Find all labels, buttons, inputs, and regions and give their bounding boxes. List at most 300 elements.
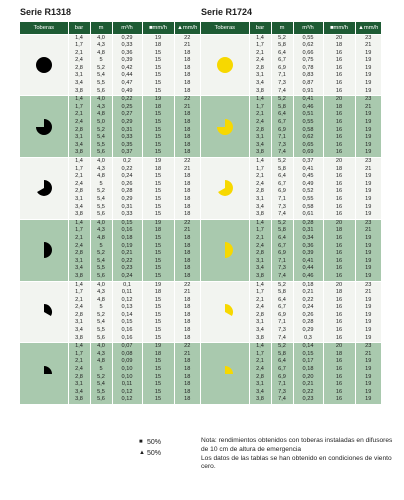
cell-bar: 2,4 (68, 119, 90, 127)
table-row (201, 158, 381, 166)
cell-m: 7,3 (271, 204, 293, 212)
cell-bar: 2,8 (68, 374, 90, 382)
cell-flow: 0,33 (112, 211, 142, 219)
cell-bar: 2,1 (68, 173, 90, 181)
cell-flow: 0,15 (293, 351, 323, 359)
header-triangle-rate: ▲mm/h (355, 22, 381, 34)
nozzle-group (201, 281, 381, 343)
cell-m: 4,8 (90, 358, 112, 366)
cell-triangle-rate: 19 (355, 188, 381, 196)
cell-flow: 0,52 (293, 188, 323, 196)
cell-square-rate: 15 (142, 111, 174, 119)
series-title: Serie R1724 (201, 7, 253, 17)
three-quarter-nozzle-icon (201, 96, 249, 158)
cell-bar: 2,4 (68, 57, 90, 65)
cell-m: 5,2 (90, 127, 112, 135)
cell-m: 7,1 (271, 381, 293, 389)
nozzle-group (20, 96, 200, 158)
cell-m: 5,6 (90, 335, 112, 343)
cell-m: 5,8 (271, 42, 293, 50)
cell-triangle-rate: 23 (355, 96, 381, 104)
cell-flow: 0,55 (293, 119, 323, 127)
cell-triangle-rate: 21 (355, 289, 381, 297)
cell-flow: 0,29 (293, 327, 323, 335)
cell-m: 5,4 (90, 258, 112, 266)
cell-bar: 3,8 (249, 211, 271, 219)
cell-bar: 3,1 (249, 72, 271, 80)
cell-triangle-rate: 19 (355, 65, 381, 73)
cell-bar: 1,4 (68, 96, 90, 104)
cell-triangle-rate: 21 (174, 289, 200, 297)
cell-flow: 0,18 (293, 281, 323, 289)
cell-triangle-rate: 21 (174, 42, 200, 50)
table-row (20, 281, 200, 289)
cell-bar: 1,4 (249, 158, 271, 166)
cell-square-rate: 16 (323, 273, 355, 281)
cell-bar: 3,8 (68, 396, 90, 404)
notes (201, 437, 397, 472)
cell-flow: 0,31 (293, 227, 323, 235)
third-circle-nozzle-icon (20, 281, 68, 343)
cell-bar: 3,4 (68, 265, 90, 273)
cell-m: 7,4 (271, 149, 293, 157)
cell-bar: 1,7 (68, 42, 90, 50)
cell-bar: 1,7 (68, 104, 90, 112)
cell-bar: 1,7 (249, 42, 271, 50)
cell-triangle-rate: 19 (355, 127, 381, 135)
cell-square-rate: 16 (323, 297, 355, 305)
cell-bar: 2,8 (68, 188, 90, 196)
nozzle-group (20, 34, 200, 96)
cell-m: 5,8 (271, 351, 293, 359)
cell-bar: 3,1 (68, 258, 90, 266)
cell-m: 4,0 (90, 343, 112, 351)
cell-m: 5,0 (90, 119, 112, 127)
cell-flow: 0,24 (112, 273, 142, 281)
cell-square-rate: 20 (323, 281, 355, 289)
cell-square-rate: 18 (323, 166, 355, 174)
cell-square-rate: 15 (142, 173, 174, 181)
cell-triangle-rate: 18 (174, 134, 200, 142)
note-wind: Los datos de las tablas se han obtenido en condiciones de viento cero. (201, 454, 392, 471)
table-row (20, 96, 200, 104)
cell-m: 6,7 (271, 119, 293, 127)
cell-flow: 0,58 (293, 204, 323, 212)
cell-bar: 1,7 (68, 166, 90, 174)
cell-triangle-rate: 19 (355, 319, 381, 327)
cell-square-rate: 15 (142, 319, 174, 327)
cell-square-rate: 15 (142, 389, 174, 397)
cell-bar: 2,1 (249, 173, 271, 181)
cell-triangle-rate: 18 (174, 312, 200, 320)
cell-square-rate: 15 (142, 366, 174, 374)
cell-square-rate: 16 (323, 127, 355, 135)
cell-square-rate: 15 (142, 181, 174, 189)
cell-square-rate: 15 (142, 335, 174, 343)
cell-flow: 0,44 (112, 72, 142, 80)
cell-flow: 0,37 (112, 149, 142, 157)
cell-m: 5,5 (90, 389, 112, 397)
cell-square-rate: 15 (142, 374, 174, 382)
cell-bar: 3,8 (249, 273, 271, 281)
cell-bar: 1,7 (249, 289, 271, 297)
cell-square-rate: 15 (142, 134, 174, 142)
cell-flow: 0,46 (293, 104, 323, 112)
cell-flow: 0,1 (112, 281, 142, 289)
cell-m: 5,8 (271, 166, 293, 174)
cell-bar: 3,4 (249, 265, 271, 273)
table-row (20, 158, 200, 166)
cell-triangle-rate: 18 (174, 319, 200, 327)
cell-square-rate: 18 (142, 351, 174, 359)
cell-m: 5 (90, 181, 112, 189)
cell-flow: 0,61 (293, 211, 323, 219)
nozzle-group (201, 158, 381, 220)
cell-square-rate: 16 (323, 265, 355, 273)
third-circle-nozzle-icon (201, 281, 249, 343)
cell-square-rate: 16 (323, 80, 355, 88)
cell-triangle-rate: 18 (174, 366, 200, 374)
cell-flow: 0,09 (112, 358, 142, 366)
cell-bar: 2,4 (68, 366, 90, 374)
cell-flow: 0,39 (112, 57, 142, 65)
cell-bar: 1,4 (249, 219, 271, 227)
cell-triangle-rate: 18 (174, 204, 200, 212)
cell-bar: 2,4 (249, 181, 271, 189)
cell-m: 5,2 (271, 281, 293, 289)
cell-flow: 0,15 (112, 219, 142, 227)
cell-flow: 0,28 (293, 319, 323, 327)
cell-flow: 0,31 (112, 204, 142, 212)
cell-flow: 0,21 (293, 381, 323, 389)
cell-triangle-rate: 19 (355, 50, 381, 58)
cell-flow: 0,41 (293, 258, 323, 266)
cell-bar: 1,7 (249, 166, 271, 174)
cell-bar: 3,1 (68, 319, 90, 327)
cell-flow: 0,65 (293, 142, 323, 150)
cell-m: 6,7 (271, 57, 293, 65)
cell-square-rate: 15 (142, 72, 174, 80)
cell-bar: 2,8 (249, 65, 271, 73)
cell-flow: 0,91 (293, 88, 323, 96)
cell-m: 5,4 (90, 196, 112, 204)
cell-flow: 0,18 (293, 366, 323, 374)
cell-m: 4,8 (90, 50, 112, 58)
cell-triangle-rate: 19 (355, 374, 381, 382)
cell-m: 5,2 (271, 158, 293, 166)
full-circle-nozzle-icon (20, 34, 68, 96)
cell-flow: 0,15 (112, 319, 142, 327)
cell-square-rate: 16 (323, 149, 355, 157)
cell-triangle-rate: 19 (355, 396, 381, 404)
cell-square-rate: 15 (142, 304, 174, 312)
cell-triangle-rate: 19 (355, 119, 381, 127)
cell-m: 5,5 (90, 327, 112, 335)
cell-m: 6,4 (271, 358, 293, 366)
cell-bar: 2,1 (249, 297, 271, 305)
cell-m: 5,6 (90, 88, 112, 96)
cell-triangle-rate: 19 (355, 80, 381, 88)
cell-square-rate: 15 (142, 243, 174, 251)
cell-square-rate: 15 (142, 327, 174, 335)
cell-flow: 0,21 (293, 289, 323, 297)
cell-bar: 1,7 (249, 227, 271, 235)
cell-m: 5,4 (90, 319, 112, 327)
cell-triangle-rate: 18 (174, 211, 200, 219)
cell-flow: 0,36 (293, 243, 323, 251)
cell-m: 5 (90, 57, 112, 65)
cell-m: 5,2 (271, 343, 293, 351)
cell-square-rate: 15 (142, 235, 174, 243)
cell-square-rate: 16 (323, 65, 355, 73)
cell-flow: 0,46 (293, 273, 323, 281)
cell-m: 5,2 (271, 34, 293, 42)
table-row (201, 219, 381, 227)
cell-triangle-rate: 22 (174, 219, 200, 227)
cell-bar: 3,1 (68, 134, 90, 142)
cell-triangle-rate: 19 (355, 149, 381, 157)
cell-bar: 1,7 (68, 351, 90, 359)
cell-square-rate: 16 (323, 181, 355, 189)
header-triangle-rate: ▲mm/h (174, 22, 200, 34)
cell-m: 4,0 (90, 158, 112, 166)
cell-flow: 0,28 (293, 219, 323, 227)
cell-bar: 3,4 (249, 142, 271, 150)
cell-m: 5,2 (90, 65, 112, 73)
table-row (20, 219, 200, 227)
table-header-row (201, 22, 381, 34)
cell-bar: 1,4 (249, 96, 271, 104)
cell-square-rate: 15 (142, 188, 174, 196)
cell-triangle-rate: 21 (174, 351, 200, 359)
cell-flow: 0,62 (293, 134, 323, 142)
nozzle-group (20, 343, 200, 404)
cell-m: 6,7 (271, 243, 293, 251)
cell-m: 4,0 (90, 219, 112, 227)
cell-flow: 0,49 (112, 88, 142, 96)
cell-m: 5,5 (90, 80, 112, 88)
cell-m: 6,9 (271, 250, 293, 258)
cell-square-rate: 16 (323, 204, 355, 212)
cell-triangle-rate: 22 (174, 34, 200, 42)
cell-bar: 1,4 (249, 281, 271, 289)
cell-square-rate: 16 (323, 366, 355, 374)
cell-flow: 0,14 (293, 343, 323, 351)
cell-triangle-rate: 18 (174, 50, 200, 58)
three-quarter-nozzle-icon (20, 96, 68, 158)
square-spacing-icon: ■ (139, 439, 143, 445)
cell-flow: 0,42 (112, 65, 142, 73)
triangle-spacing-icon: ▲ (139, 450, 145, 456)
cell-triangle-rate: 19 (355, 366, 381, 374)
cell-m: 4,8 (90, 173, 112, 181)
cell-m: 6,9 (271, 188, 293, 196)
cell-square-rate: 16 (323, 327, 355, 335)
cell-m: 6,4 (271, 111, 293, 119)
cell-flow: 0,24 (112, 173, 142, 181)
cell-m: 6,4 (271, 297, 293, 305)
cell-bar: 2,1 (68, 111, 90, 119)
cell-triangle-rate: 21 (174, 227, 200, 235)
cell-flow: 0,22 (112, 96, 142, 104)
cell-m: 4,8 (90, 297, 112, 305)
cell-flow: 0,83 (293, 72, 323, 80)
cell-m: 6,4 (271, 50, 293, 58)
cell-flow: 0,33 (112, 42, 142, 50)
cell-flow: 0,62 (293, 42, 323, 50)
cell-triangle-rate: 22 (174, 343, 200, 351)
cell-m: 7,4 (271, 335, 293, 343)
cell-bar: 3,4 (68, 389, 90, 397)
cell-flow: 0,26 (293, 312, 323, 320)
cell-square-rate: 18 (323, 351, 355, 359)
nozzle-group (201, 343, 381, 404)
cell-triangle-rate: 19 (355, 327, 381, 335)
header-m: m (90, 22, 112, 34)
cell-flow: 0,16 (112, 227, 142, 235)
cell-bar: 3,8 (68, 88, 90, 96)
cell-triangle-rate: 18 (174, 374, 200, 382)
cell-m: 7,1 (271, 72, 293, 80)
cell-triangle-rate: 19 (355, 304, 381, 312)
cell-flow: 0,47 (112, 80, 142, 88)
cell-bar: 2,4 (68, 243, 90, 251)
cell-bar: 3,4 (249, 327, 271, 335)
cell-flow: 0,28 (112, 188, 142, 196)
cell-bar: 2,4 (68, 304, 90, 312)
cell-flow: 0,11 (112, 289, 142, 297)
cell-square-rate: 15 (142, 57, 174, 65)
cell-bar: 2,8 (249, 188, 271, 196)
cell-bar: 3,8 (68, 211, 90, 219)
cell-flow: 0,36 (112, 50, 142, 58)
cell-triangle-rate: 18 (174, 265, 200, 273)
cell-bar: 2,4 (249, 366, 271, 374)
cell-triangle-rate: 19 (355, 181, 381, 189)
cell-flow: 0,29 (112, 119, 142, 127)
cell-bar: 3,1 (249, 134, 271, 142)
cell-flow: 0,23 (112, 265, 142, 273)
cell-m: 4,0 (90, 34, 112, 42)
cell-flow: 0,55 (293, 196, 323, 204)
cell-triangle-rate: 18 (174, 243, 200, 251)
nozzle-table-r1318 (20, 22, 200, 404)
legend-square-value: 50% (147, 439, 162, 446)
cell-triangle-rate: 18 (174, 196, 200, 204)
header-toberas: Toberas (201, 22, 249, 34)
cell-bar: 1,4 (249, 34, 271, 42)
cell-bar: 1,7 (68, 289, 90, 297)
nozzle-group (20, 158, 200, 220)
cell-triangle-rate: 18 (174, 273, 200, 281)
cell-square-rate: 16 (323, 211, 355, 219)
cell-square-rate: 18 (142, 104, 174, 112)
cell-square-rate: 16 (323, 250, 355, 258)
cell-triangle-rate: 19 (355, 235, 381, 243)
cell-m: 4,0 (90, 96, 112, 104)
header-toberas: Toberas (20, 22, 68, 34)
cell-m: 5 (90, 304, 112, 312)
cell-m: 5,6 (90, 396, 112, 404)
header-m: m (271, 22, 293, 34)
two-thirds-nozzle-icon (201, 158, 249, 220)
cell-flow: 0,24 (293, 304, 323, 312)
cell-square-rate: 18 (142, 289, 174, 297)
cell-bar: 1,4 (249, 343, 271, 351)
cell-m: 6,4 (271, 173, 293, 181)
cell-flow: 0,41 (293, 166, 323, 174)
cell-square-rate: 15 (142, 149, 174, 157)
cell-bar: 2,8 (68, 65, 90, 73)
cell-triangle-rate: 19 (355, 57, 381, 65)
cell-m: 5,5 (90, 142, 112, 150)
cell-square-rate: 16 (323, 335, 355, 343)
cell-flow: 0,22 (112, 166, 142, 174)
cell-flow: 0,39 (293, 250, 323, 258)
cell-m: 5,5 (90, 204, 112, 212)
cell-triangle-rate: 19 (355, 204, 381, 212)
cell-triangle-rate: 18 (174, 250, 200, 258)
cell-flow: 0,41 (293, 96, 323, 104)
cell-square-rate: 19 (142, 343, 174, 351)
cell-m: 5,2 (90, 188, 112, 196)
cell-triangle-rate: 18 (174, 119, 200, 127)
cell-bar: 3,8 (249, 335, 271, 343)
cell-m: 5,2 (90, 374, 112, 382)
cell-m: 5,2 (90, 250, 112, 258)
cell-bar: 3,4 (68, 142, 90, 150)
cell-triangle-rate: 22 (174, 281, 200, 289)
cell-m: 5,4 (90, 72, 112, 80)
cell-flow: 0,29 (112, 196, 142, 204)
cell-triangle-rate: 19 (355, 196, 381, 204)
cell-flow: 0,14 (112, 312, 142, 320)
cell-m: 4,8 (90, 111, 112, 119)
cell-triangle-rate: 19 (355, 297, 381, 305)
cell-square-rate: 16 (323, 111, 355, 119)
cell-triangle-rate: 18 (174, 173, 200, 181)
cell-bar: 2,1 (249, 235, 271, 243)
cell-bar: 2,8 (68, 250, 90, 258)
cell-bar: 2,8 (249, 250, 271, 258)
cell-bar: 2,1 (249, 50, 271, 58)
cell-flow: 0,19 (112, 243, 142, 251)
cell-m: 5,4 (90, 134, 112, 142)
table-panel-r1724 (201, 7, 381, 404)
cell-bar: 2,1 (249, 358, 271, 366)
header-bar: bar (249, 22, 271, 34)
cell-triangle-rate: 19 (355, 389, 381, 397)
cell-bar: 2,4 (249, 304, 271, 312)
cell-square-rate: 19 (142, 96, 174, 104)
cell-triangle-rate: 21 (355, 351, 381, 359)
cell-square-rate: 16 (323, 188, 355, 196)
cell-triangle-rate: 21 (355, 104, 381, 112)
cell-flow: 0,23 (293, 396, 323, 404)
nozzle-group (20, 219, 200, 281)
cell-bar: 2,8 (249, 127, 271, 135)
cell-flow: 0,16 (112, 327, 142, 335)
cell-bar: 3,1 (249, 196, 271, 204)
cell-bar: 1,4 (68, 219, 90, 227)
cell-flow: 0,31 (112, 127, 142, 135)
cell-bar: 3,8 (68, 149, 90, 157)
cell-triangle-rate: 18 (174, 258, 200, 266)
cell-triangle-rate: 23 (355, 158, 381, 166)
cell-square-rate: 16 (323, 312, 355, 320)
cell-bar: 3,4 (68, 204, 90, 212)
cell-square-rate: 20 (323, 219, 355, 227)
